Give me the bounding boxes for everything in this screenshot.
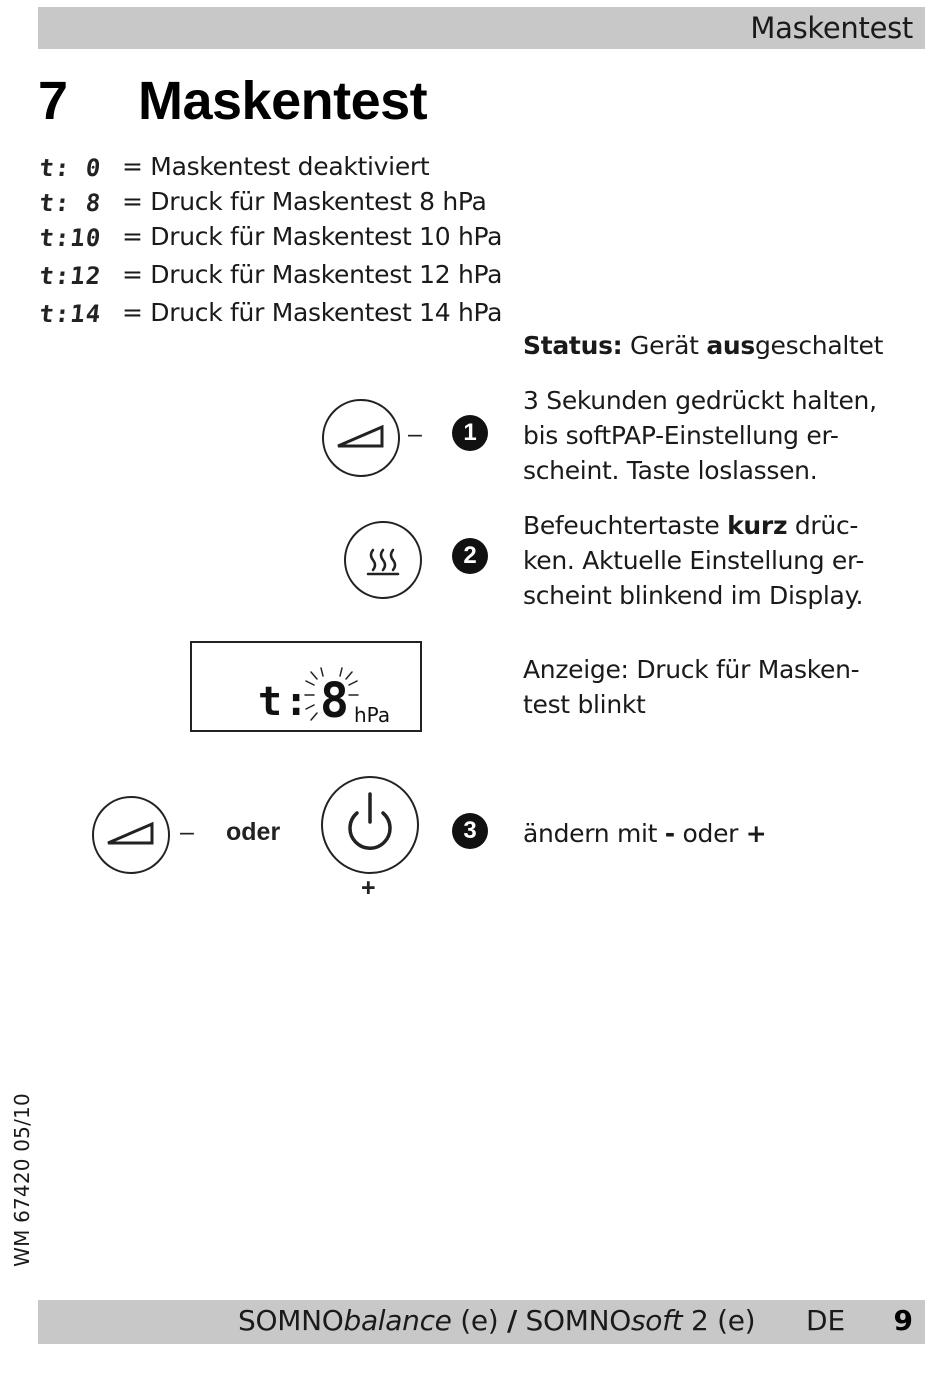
document-code: WM 67420 05/10 xyxy=(10,1093,34,1267)
status-line xyxy=(523,328,883,363)
chapter-number: 7 xyxy=(38,71,69,131)
step-2-line: scheint blinkend im Display. xyxy=(523,581,864,610)
header-bar xyxy=(38,7,925,49)
footer-suffix2: 2 (e) xyxy=(682,1304,756,1337)
footer-brand2: SOMNO xyxy=(516,1304,631,1337)
header-title: Maskentest xyxy=(750,11,913,45)
lcd-digit: 8 xyxy=(320,673,349,729)
footer-product xyxy=(238,1304,755,1337)
step-marker-3: 3 xyxy=(452,813,488,849)
power-icon xyxy=(323,778,417,872)
footer-model1: balance xyxy=(343,1304,452,1337)
setting-row xyxy=(38,222,508,258)
setting-desc: = Maskentest deaktiviert xyxy=(122,152,430,181)
humidifier-key[interactable] xyxy=(344,521,422,599)
setting-code: t:12 xyxy=(38,262,103,290)
setting-code: t: 0 xyxy=(38,154,103,182)
setting-row xyxy=(38,152,508,188)
footer-language: DE xyxy=(806,1304,846,1337)
ramp-key-minus-label: – xyxy=(408,420,422,448)
step-2-line: ken. Aktuelle Einstellung er- xyxy=(523,546,865,575)
power-key[interactable] xyxy=(321,776,419,874)
lcd-display xyxy=(190,641,422,732)
step-3-text-mid: oder xyxy=(674,819,746,848)
step-marker-2: 2 xyxy=(452,538,488,574)
ramp-key[interactable] xyxy=(322,399,400,477)
step-2-line1-bold: kurz xyxy=(727,511,788,540)
status-text-pre: Gerät xyxy=(622,331,707,360)
setting-desc: = Druck für Maskentest 10 hPa xyxy=(122,222,503,251)
setting-desc: = Druck für Maskentest 12 hPa xyxy=(122,260,503,289)
step-3-text-pre: ändern mit xyxy=(523,819,665,848)
setting-row xyxy=(38,187,508,223)
footer-model2: soft xyxy=(631,1304,683,1337)
humidifier-icon xyxy=(346,523,420,597)
ramp-icon xyxy=(324,401,398,475)
step-1-text xyxy=(523,383,877,488)
step-1-line: 3 Sekunden gedrückt halten, xyxy=(523,386,877,415)
display-caption-line: test blinkt xyxy=(523,690,646,719)
step-3-plus: + xyxy=(745,819,767,848)
footer-slash: / xyxy=(507,1304,517,1337)
ramp-icon xyxy=(94,798,168,872)
step-1-line: scheint. Taste loslassen. xyxy=(523,456,818,485)
step-2-line1-post: drüc- xyxy=(787,511,859,540)
or-label: oder xyxy=(226,818,281,846)
footer-suffix1: (e) xyxy=(451,1304,507,1337)
lcd-code: t: xyxy=(258,679,311,725)
page-number: 9 xyxy=(893,1304,913,1337)
setting-code: t: 8 xyxy=(38,189,103,217)
setting-row xyxy=(38,260,508,296)
setting-desc: = Druck für Maskentest 8 hPa xyxy=(122,187,487,216)
setting-code: t:10 xyxy=(38,224,103,252)
plus-label: + xyxy=(361,874,376,902)
step-1-line: bis softPAP-Einstellung er- xyxy=(523,421,839,450)
minus-label: – xyxy=(180,818,194,846)
ramp-key[interactable] xyxy=(92,796,170,874)
status-text-bold: aus xyxy=(706,331,755,360)
step-2-line1-pre: Befeuchtertaste xyxy=(523,511,728,540)
setting-row xyxy=(38,298,508,334)
setting-desc: = Druck für Maskentest 14 hPa xyxy=(122,298,503,327)
lcd-unit: hPa xyxy=(354,703,391,727)
step-3-minus: - xyxy=(664,819,675,848)
footer-brand1: SOMNO xyxy=(238,1304,344,1337)
chapter-title: Maskentest xyxy=(138,71,428,131)
step-marker-1: 1 xyxy=(452,415,488,451)
footer-bar xyxy=(38,1300,925,1344)
step-2-text xyxy=(523,508,864,613)
setting-code: t:14 xyxy=(38,300,103,328)
status-label: Status: xyxy=(523,331,623,360)
display-caption-line: Anzeige: Druck für Masken- xyxy=(523,655,860,684)
status-text-post: geschaltet xyxy=(754,331,884,360)
display-caption xyxy=(523,652,859,722)
step-3-text xyxy=(523,816,766,851)
